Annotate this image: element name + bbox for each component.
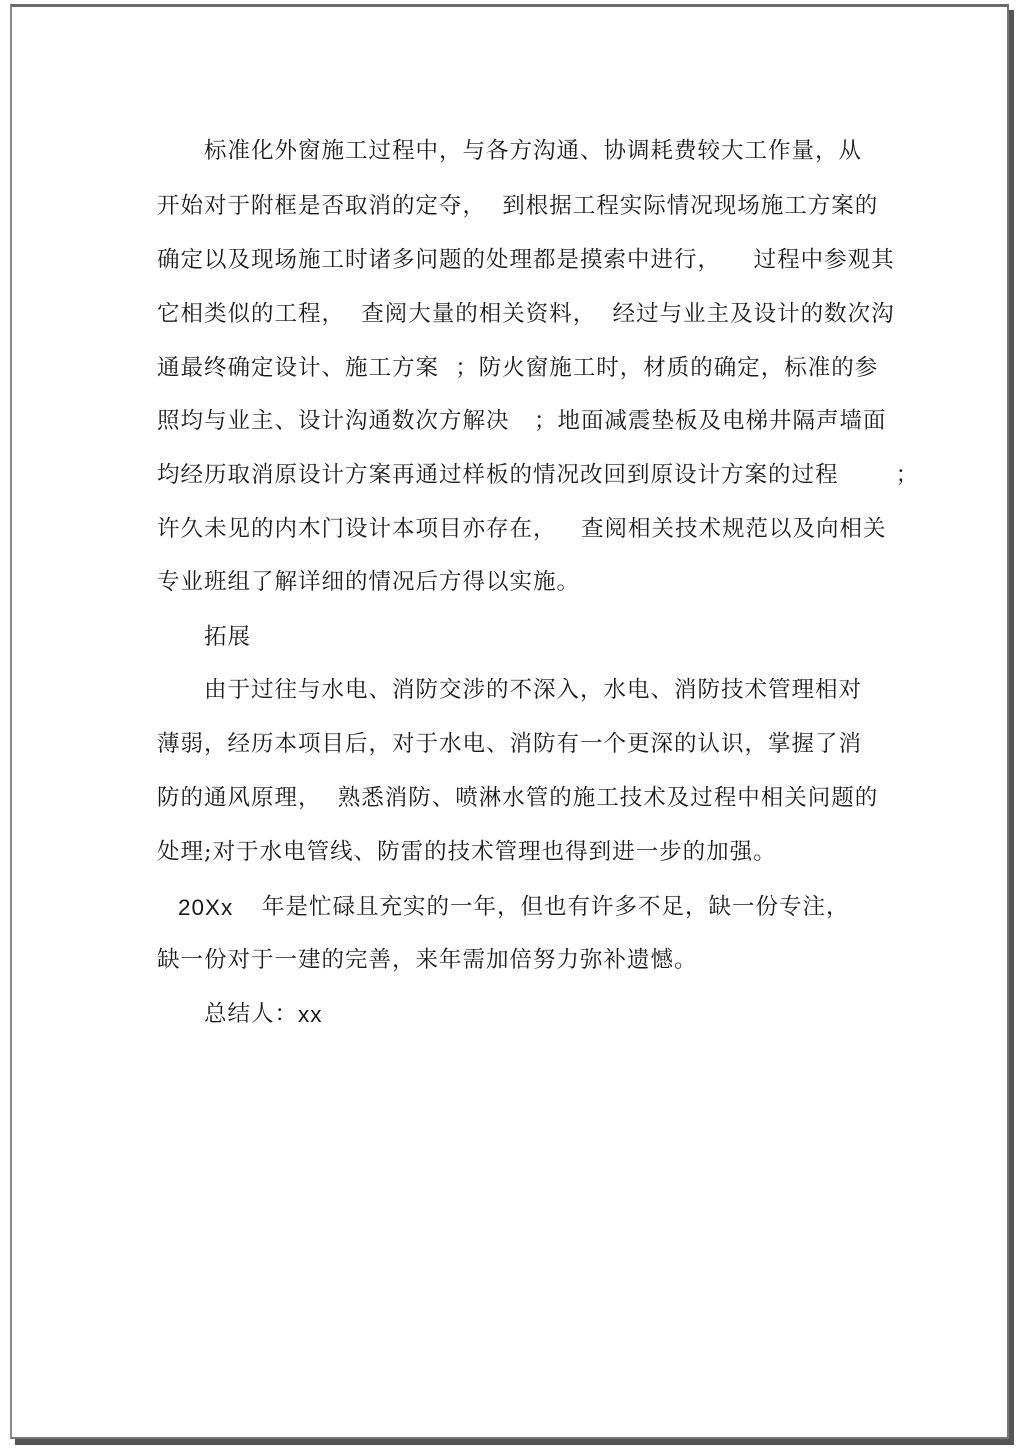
signature-name: xx [298, 1002, 323, 1027]
paragraph-1-line-8: 许久未见的内木门设计本项目亦存在， 查阅相关技术规范以及向相关 [157, 516, 887, 542]
paragraph-1-line-5: 通最终确定设计、施工方案 ；防火窗施工时，材质的确定，标准的参 [157, 355, 879, 381]
year-text: 20Xx [178, 895, 234, 920]
section-heading: 拓展 [204, 624, 252, 650]
paragraph-2-line-1: 由于过往与水电、消防交涉的不深入，水电、消防技术管理相对 [204, 677, 863, 703]
paragraph-1-line-6: 照均与业主、设计沟通数次方解决 ；地面减震垫板及电梯井隔声墙面 [157, 408, 887, 434]
paragraph-3-line-2: 缺一份对于一建的完善，来年需加倍努力弥补遗憾。 [157, 947, 698, 973]
paragraph-2-line-2: 薄弱，经历本项目后，对于水电、消防有一个更深的认识，掌握了消 [157, 731, 863, 757]
paragraph-1-line-2: 开始对于附框是否取消的定夺， 到根据工程实际情况现场施工方案的 [157, 193, 879, 219]
paragraph-2-line-4: 处理;对于水电管线、防雷的技术管理也得到进一步的加强。 [157, 839, 777, 865]
paragraph-1-line-4: 它相类似的工程， 查阅大量的相关资料， 经过与业主及设计的数次沟 [157, 301, 895, 327]
paragraph-1-line-1: 标准化外窗施工过程中，与各方沟通、协调耗费较大工作量，从 [204, 138, 863, 164]
paragraph-1-line-7: 均经历取消原设计方案再通过样板的情况改回到原设计方案的过程 ； [157, 462, 920, 488]
paragraph-1-line-9: 专业班组了解详细的情况后方得以实施。 [157, 569, 581, 595]
signature-label: 总结人： [204, 1001, 299, 1027]
paragraph-2-line-3: 防的通风原理， 熟悉消防、喷淋水管的施工技术及过程中相关问题的 [157, 785, 879, 811]
paragraph-3-line-1: 年是忙碌且充实的一年，但也有许多不足，缺一份专注， [262, 894, 850, 920]
paragraph-1-line-3: 确定以及现场施工时诸多问题的处理都是摸索中进行， 过程中参观其 [157, 247, 895, 273]
